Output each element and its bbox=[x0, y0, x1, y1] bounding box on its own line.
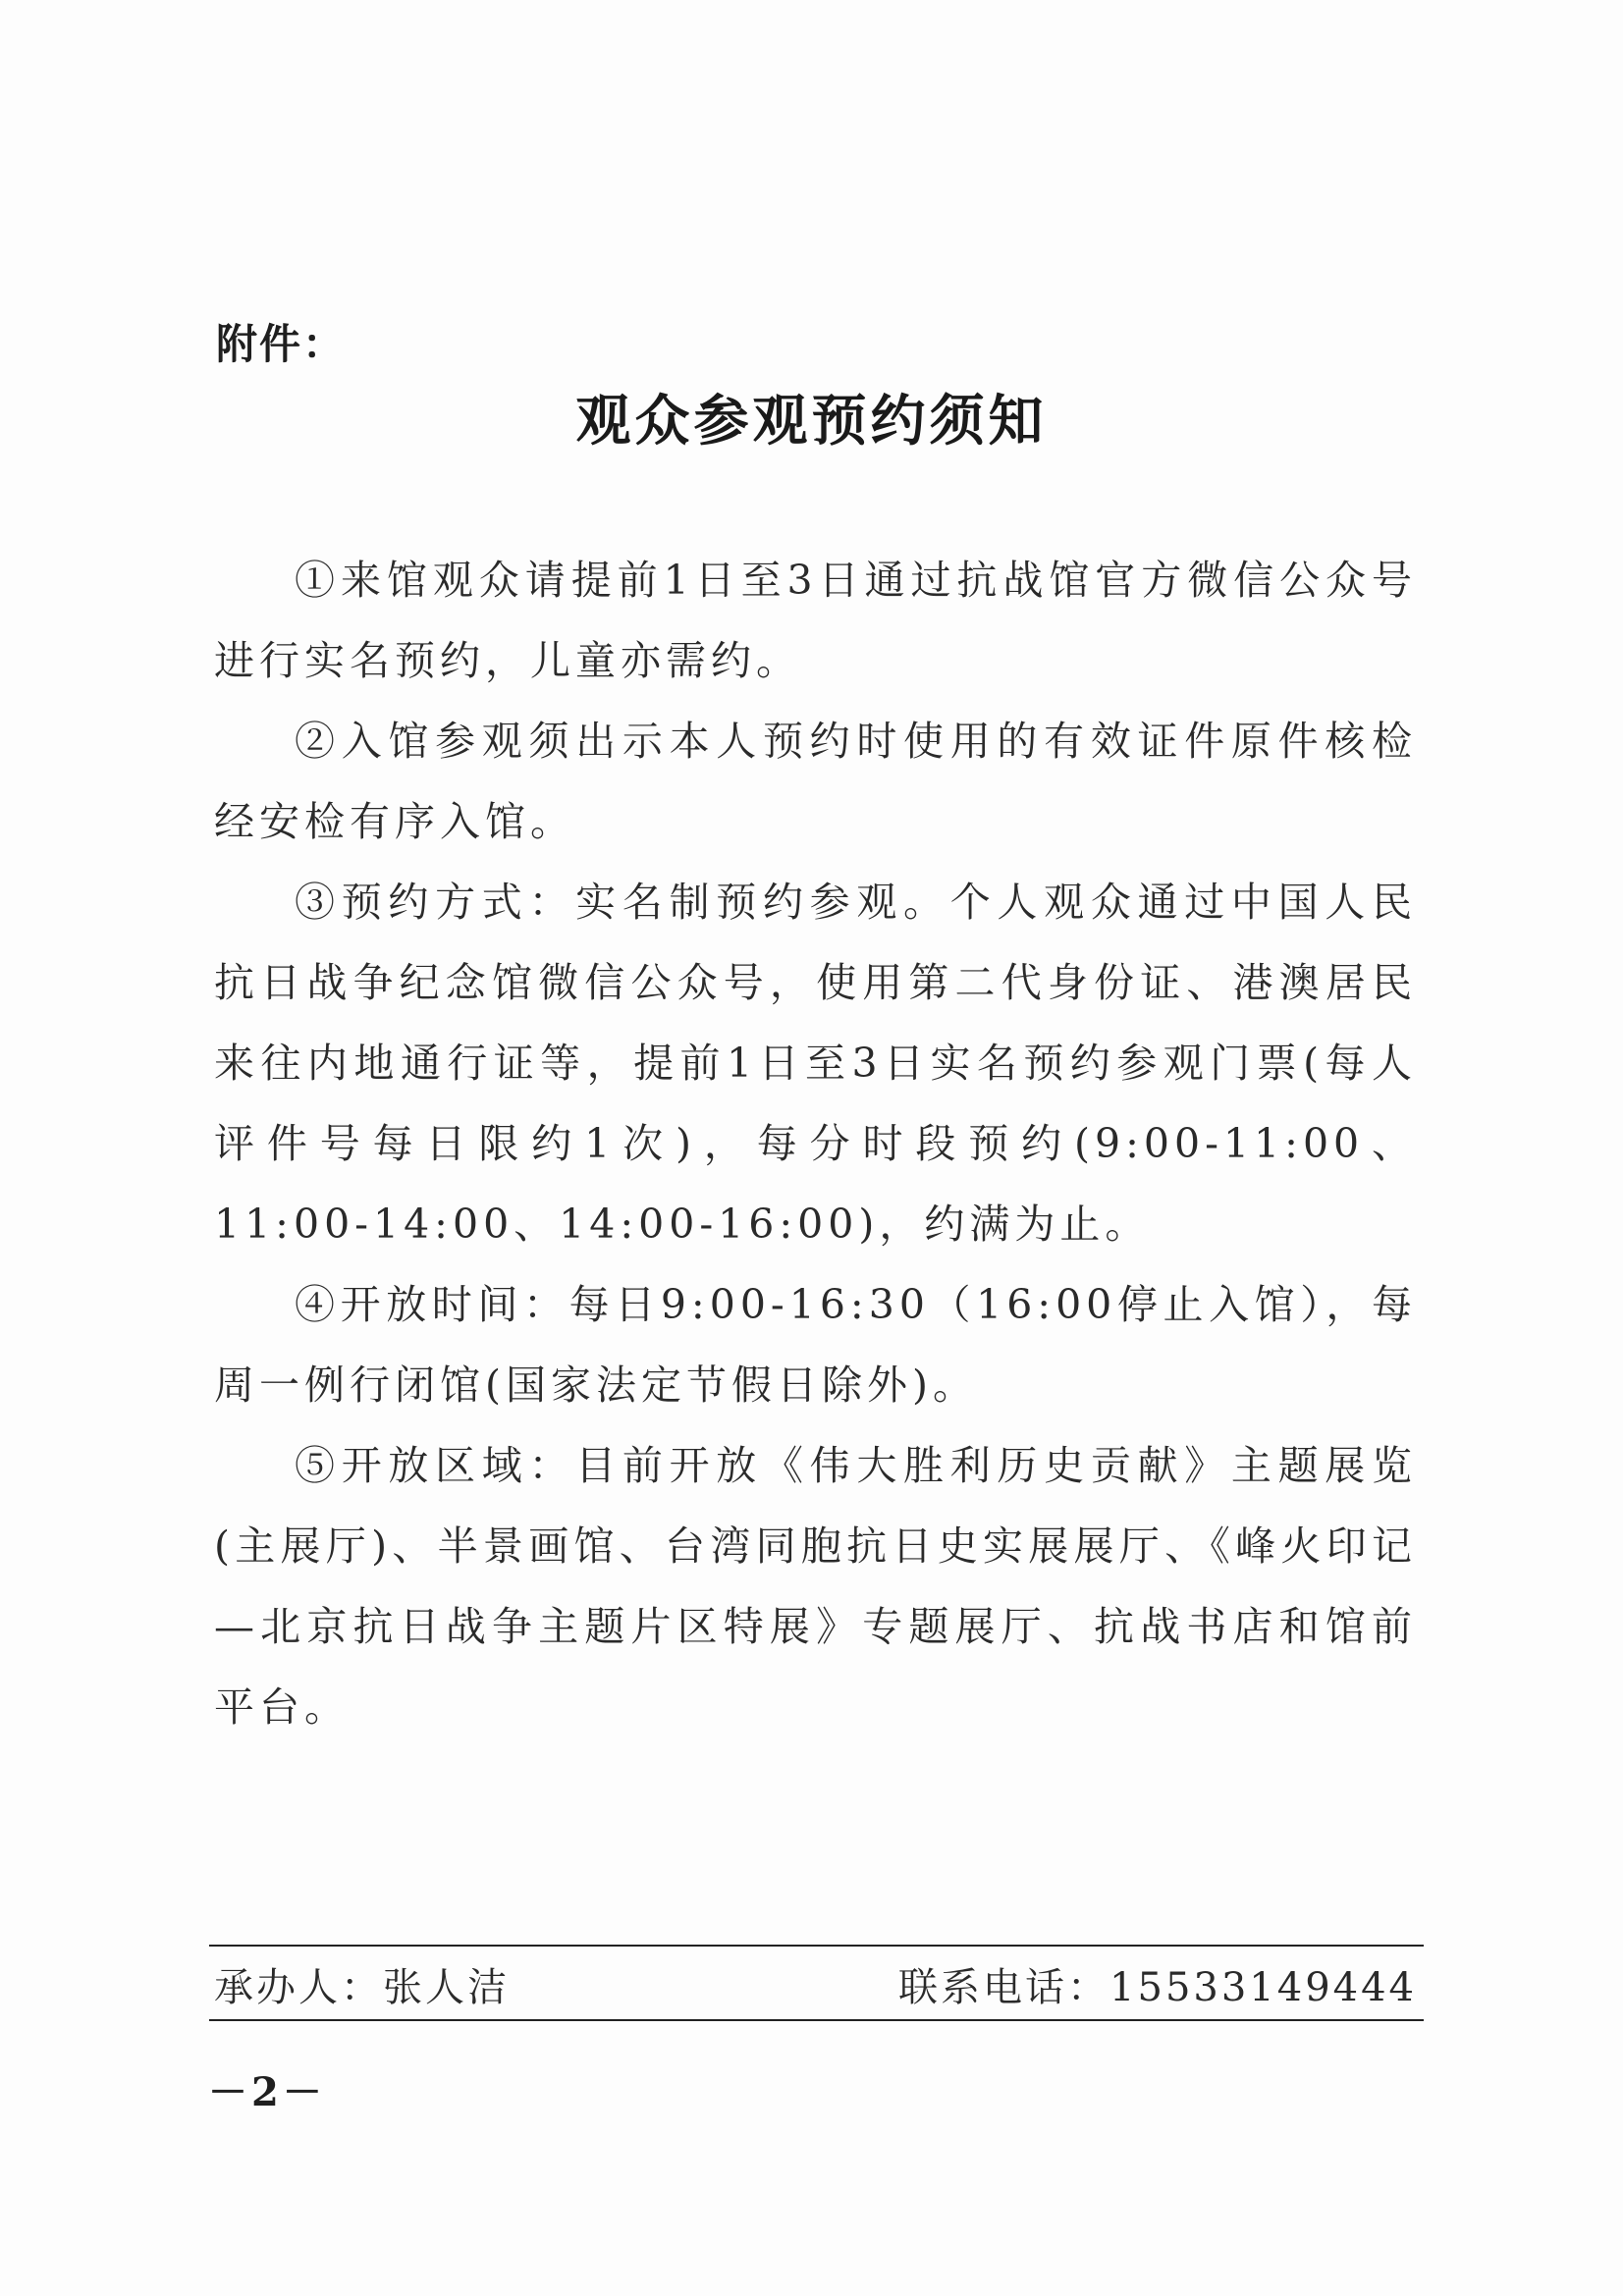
document-body bbox=[214, 540, 1417, 1747]
footer-contact-row bbox=[214, 1956, 1417, 2011]
contact-phone: 联系电话：15533149444 bbox=[898, 1965, 1417, 2010]
paragraph-id-check: ②入馆参观须出示本人预约时使用的有效证件原件核检经安检有序入馆。 bbox=[214, 718, 1417, 845]
attachment-label: 附件： bbox=[216, 320, 347, 368]
handler-name: 承办人：张人洁 bbox=[214, 1965, 510, 2010]
paragraph-opening-hours: ④开放时间：每日9:00-16:30（16:00停止入馆），每周一例行闭馆(国家法定节假日除外)。 bbox=[214, 1281, 1417, 1409]
document-title: 观众参观预约须知 bbox=[575, 390, 1048, 454]
footer-bottom-divider bbox=[209, 2019, 1424, 2021]
footer-top-divider bbox=[209, 1945, 1424, 1947]
page-number: －2－ bbox=[208, 2069, 326, 2115]
paragraph-booking-advance: ①来馆观众请提前1日至3日通过抗战馆官方微信公众号进行实名预约，儿童亦需约。 bbox=[214, 557, 1417, 684]
paragraph-booking-method: ③预约方式：实名制预约参观。个人观众通过中国人民抗日战争纪念馆微信公众号，使用第二代身份证、港澳居民来往内地通行证等，提前1日至3日实名预约参观门票(每人评件号每日限约1次)，每分时段预约(9:00-11:00、11:00-14:00、14:00-16:00)，约满为止。 bbox=[214, 879, 1417, 1248]
paragraph-open-areas: ⑤开放区域：目前开放《伟大胜利历史贡献》主题展览(主展厅)、半景画馆、台湾同胞抗日史实展展厅、《峰火印记—北京抗日战争主题片区特展》专题展厅、抗战书店和馆前平台。 bbox=[214, 1442, 1417, 1731]
